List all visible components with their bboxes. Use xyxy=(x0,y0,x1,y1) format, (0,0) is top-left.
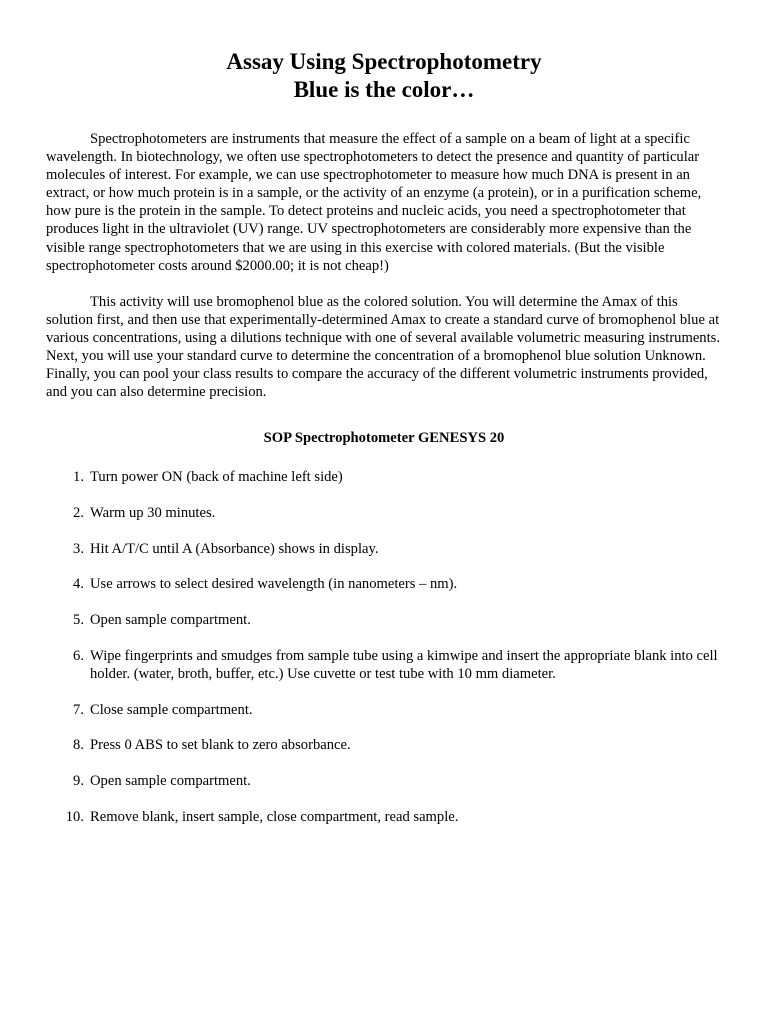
intro-paragraph-2: This activity will use bromophenol blue as the colored solution. You will determine the Amax of this solution first, and then use that experimentally-determined Amax to create a standard curve of bromophenol blue at various concentrations, using a dilutions technique with one of several available volumetric measuring instruments. Next, you will use your standard curve to determine the concentration of a bromophenol blue solution Unknown. Finally, you can pool your class results to compare the accuracy of the different volumetric instruments provided, and you can also determine precision. xyxy=(46,293,720,401)
intro-paragraph-1: Spectrophotometers are instruments that measure the effect of a sample on a beam of light at a specific wavelength. In biotechnology, we often use spectrophotometers to detect the presence and quantity of particular molecules of interest. For example, we can use spectrophotometer to measure how much DNA is present in an extract, or how much protein is in a sample, or the activity of an enzyme (a protein), or in a purification scheme, how pure is the protein in the sample. To detect proteins and nucleic acids, you need a spectrophotometer that produces light in the ultraviolet (UV) range. UV spectrophotometers are considerably more expensive than the visible range spectrophotometers that we are using in this exercise with colored materials. (But the visible spectrophotometer costs around $2000.00; it is not cheap!) xyxy=(46,131,702,274)
step-text: Warm up 30 minutes. xyxy=(90,505,216,521)
step-text: Turn power ON (back of machine left side) xyxy=(90,469,343,486)
step-number: 10. xyxy=(65,808,84,825)
step-number: 1. xyxy=(73,469,84,486)
sop-step-6 xyxy=(46,647,722,683)
sop-step-9 xyxy=(46,772,722,790)
step-number: 4. xyxy=(73,576,84,593)
step-text: Wipe fingerprints and smudges from sample tube using a kimwipe and insert the appropriate blank into cell holder. (water, broth, buffer, etc.) Use cuvette or test tube with 10 mm diameter. xyxy=(90,647,718,682)
step-number: 6. xyxy=(73,647,84,664)
step-text: Open sample compartment. xyxy=(90,612,251,629)
sop-step-2 xyxy=(46,504,722,522)
document-title xyxy=(46,48,722,104)
step-number: 8. xyxy=(73,737,84,754)
sop-step-4 xyxy=(46,575,722,593)
sop-step-list xyxy=(46,468,722,825)
sop-step-7 xyxy=(46,701,722,719)
step-number: 3. xyxy=(73,540,84,557)
step-number: 7. xyxy=(73,701,84,718)
step-text: Press 0 ABS to set blank to zero absorbance. xyxy=(90,737,351,754)
title-line-2: Blue is the color… xyxy=(293,77,475,102)
sop-step-10 xyxy=(46,808,722,826)
step-number: 9. xyxy=(73,772,84,789)
step-text: Use arrows to select desired wavelength (in nanometers – nm). xyxy=(90,576,458,593)
sop-heading: SOP Spectrophotometer GENESYS 20 xyxy=(263,430,505,447)
sop-step-5 xyxy=(46,611,722,629)
sop-step-3 xyxy=(46,540,722,558)
step-number: 2. xyxy=(73,505,84,521)
step-text: Open sample compartment. xyxy=(90,772,251,789)
sop-step-8 xyxy=(46,736,722,754)
title-line-1: Assay Using Spectrophotometry xyxy=(226,49,542,74)
step-text: Close sample compartment. xyxy=(90,701,253,718)
step-text: Hit A/T/C until A (Absorbance) shows in display. xyxy=(90,540,379,557)
step-number: 5. xyxy=(73,612,84,629)
sop-step-1 xyxy=(46,468,722,486)
intro-section xyxy=(46,130,722,401)
step-text: Remove blank, insert sample, close compartment, read sample. xyxy=(90,808,459,825)
